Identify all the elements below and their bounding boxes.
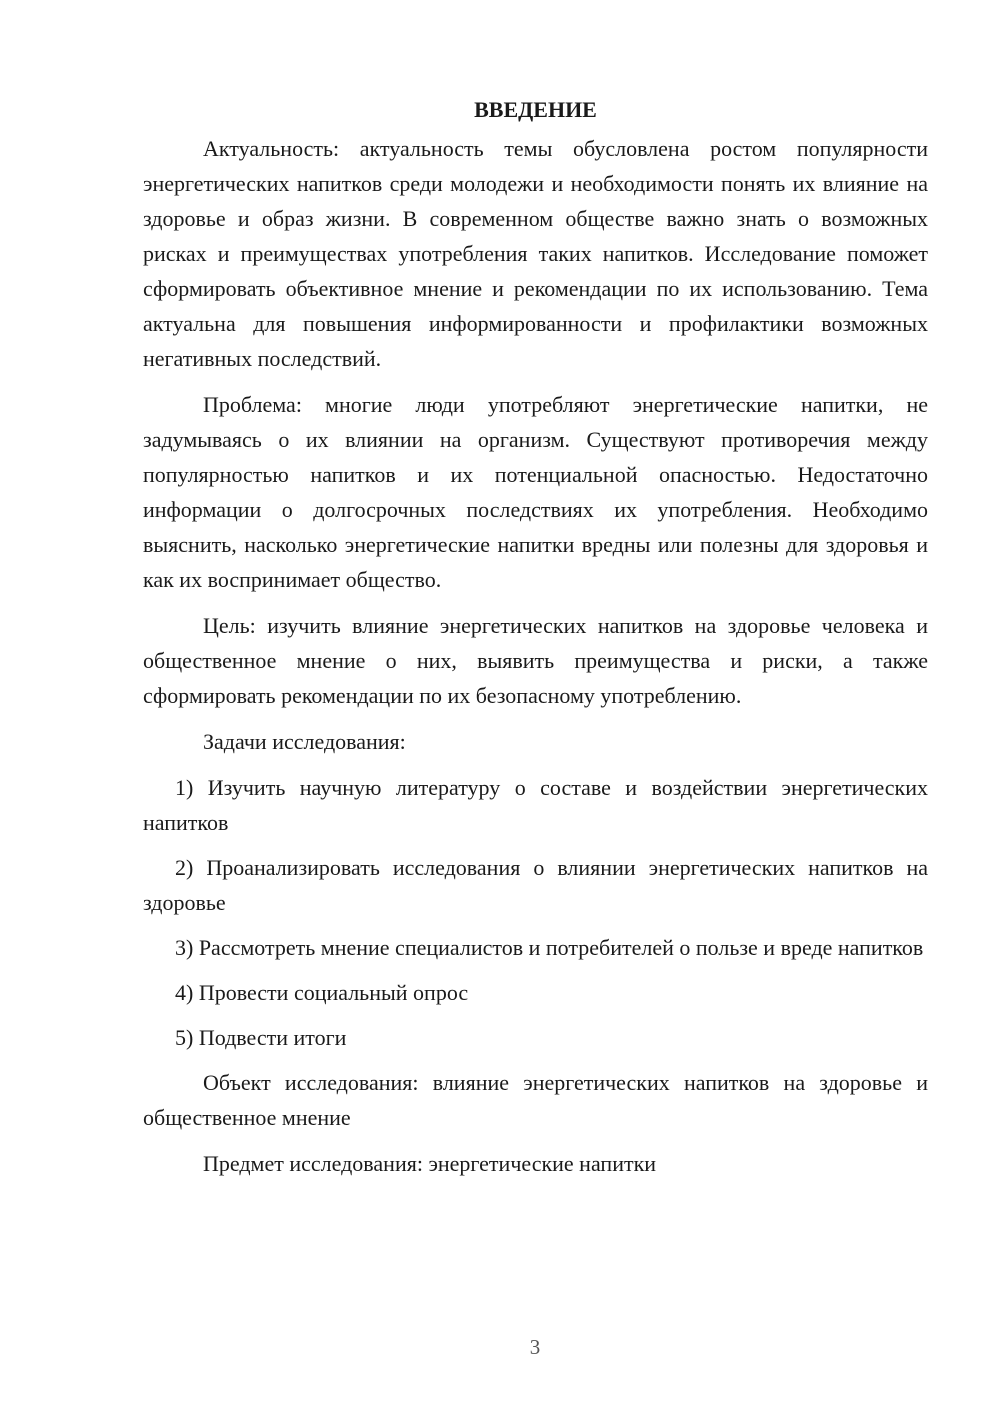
object-paragraph: Объект исследования: влияние энергетических напитков на здоровье и общественное мнение [143, 1070, 928, 1130]
relevance-paragraph: Актуальность: актуальность темы обусловлена ростом популярности энергетических напитков среди молодежи и необходимости понять их влияние на здоровье и образ жизни. В современном обществе важно знать о возможных рисках и преимуществах употребления таких напитков. Исследование поможет сформировать объективное мнение и рекомендации по их использованию. Тема актуальна для повышения информированности и профилактики возможных негативных последствий. [143, 136, 928, 371]
problem-paragraph: Проблема: многие люди употребляют энергетические напитки, не задумываясь о их влиянии на организм. Существуют противоречия между популярностью напитков и их потенциальной опасностью. Недостаточно информации о долгосрочных последствиях их употребления. Необходимо выяснить, насколько энергетические напитки вредны или полезны для здоровья и как их воспринимает общество. [143, 392, 928, 592]
tasks-list [143, 770, 928, 1055]
list-item: 3) Рассмотреть мнение специалистов и потребителей о пользе и вреде напитков [175, 935, 924, 960]
page-number: 3 [529, 1335, 541, 1359]
list-item: 2) Проанализировать исследования о влиянии энергетических напитков на здоровье [143, 855, 928, 915]
goal-paragraph: Цель: изучить влияние энергетических напитков на здоровье человека и общественное мнение о них, выявить преимущества и риски, а также сформировать рекомендации по их безопасному употреблению. [143, 613, 928, 708]
section-heading: ВВЕДЕНИЕ [474, 97, 597, 122]
page-content [143, 92, 928, 1192]
list-item: 4) Провести социальный опрос [175, 980, 469, 1005]
tasks-heading: Задачи исследования: [203, 729, 406, 754]
subject-paragraph: Предмет исследования: энергетические напитки [203, 1151, 657, 1176]
list-item: 5) Подвести итоги [175, 1025, 347, 1050]
list-item: 1) Изучить научную литературу о составе и воздействии энергетических напитков [143, 775, 928, 835]
